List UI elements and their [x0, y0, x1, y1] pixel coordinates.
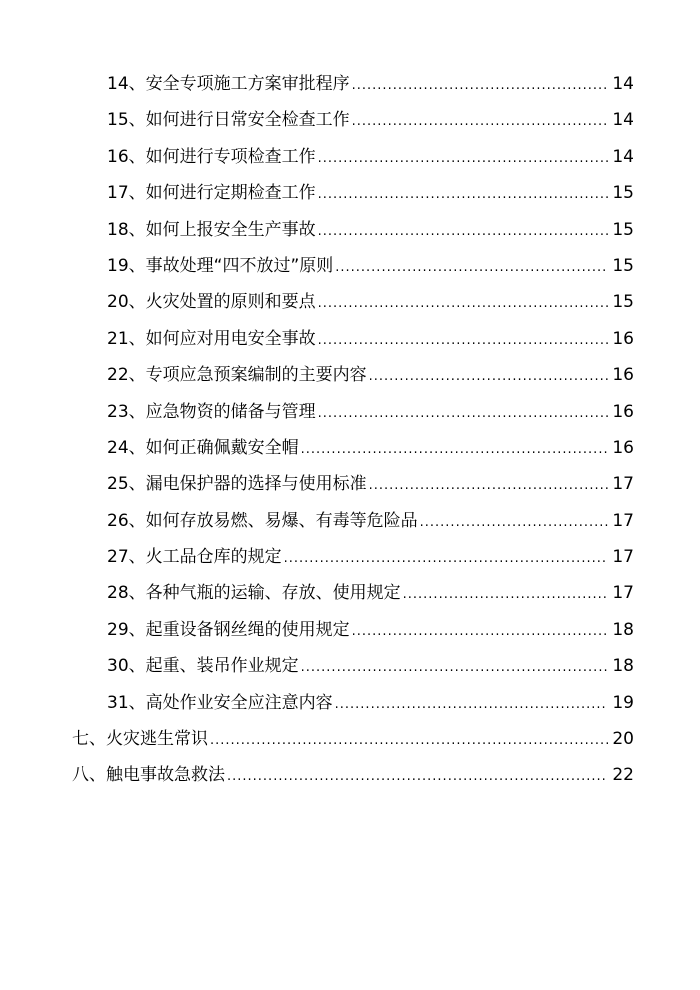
- toc-entry[interactable]: [0, 503, 700, 539]
- toc-page-number: 14: [612, 146, 634, 167]
- toc-page-number: 16: [612, 437, 634, 458]
- toc-dot-leader: [335, 687, 608, 723]
- toc-entry[interactable]: [0, 466, 700, 502]
- toc-dot-leader: [369, 468, 608, 504]
- toc-dot-leader: [301, 650, 608, 686]
- toc-entry-title: 八、触电事故急救法: [72, 765, 225, 786]
- toc-entry[interactable]: [0, 139, 700, 175]
- toc-entry-title: 17、如何进行定期检查工作: [107, 183, 316, 204]
- toc-entry-title: 14、安全专项施工方案审批程序: [107, 74, 350, 94]
- toc-entry[interactable]: [0, 212, 700, 248]
- toc-dot-leader: [352, 614, 608, 650]
- toc-entry[interactable]: [0, 102, 700, 138]
- toc-entry[interactable]: [0, 175, 700, 211]
- toc-entry-title: 16、如何进行专项检查工作: [107, 146, 316, 167]
- toc-entry[interactable]: [0, 757, 700, 793]
- toc-page-number: 15: [612, 219, 634, 240]
- toc-page-number: 14: [612, 74, 634, 94]
- toc-entry[interactable]: [0, 648, 700, 684]
- toc-dot-leader: [318, 214, 608, 250]
- toc-entry[interactable]: [0, 612, 700, 648]
- toc-dot-leader: [318, 396, 608, 432]
- toc-entry-title: 15、如何进行日常安全检查工作: [107, 110, 350, 131]
- toc-dot-leader: [210, 723, 608, 759]
- toc-entry-title: 31、高处作业安全应注意内容: [107, 692, 333, 713]
- toc-page-number: 15: [612, 292, 634, 313]
- toc-page-number: 15: [612, 255, 634, 276]
- toc-entry[interactable]: [0, 539, 700, 575]
- toc-page-number: 16: [612, 365, 634, 386]
- toc-page-number: 14: [612, 110, 634, 131]
- toc-entry-title: 29、起重设备钢丝绳的使用规定: [107, 619, 350, 640]
- toc-dot-leader: [352, 104, 608, 140]
- toc-dot-leader: [352, 68, 608, 104]
- toc-entry[interactable]: [0, 575, 700, 611]
- toc-page-number: 17: [612, 510, 634, 531]
- toc-entry[interactable]: [0, 430, 700, 466]
- toc-page-number: 16: [612, 401, 634, 422]
- toc-dot-leader: [420, 505, 608, 541]
- toc-dot-leader: [403, 577, 608, 613]
- toc-entry-title: 27、火工品仓库的规定: [107, 547, 282, 568]
- toc-entry-title: 22、专项应急预案编制的主要内容: [107, 365, 367, 386]
- toc-page-number: 18: [612, 656, 634, 677]
- toc-page-number: 17: [612, 474, 634, 495]
- toc-entry[interactable]: [0, 357, 700, 393]
- table-of-contents: [0, 66, 700, 794]
- toc-entry-title: 26、如何存放易燃、易爆、有毒等危险品: [107, 510, 418, 531]
- toc-page-number: 17: [612, 547, 634, 568]
- toc-entry-title: 20、火灾处置的原则和要点: [107, 292, 316, 313]
- toc-page-number: 17: [612, 583, 634, 604]
- toc-dot-leader: [335, 250, 608, 286]
- toc-entry-title: 七、火灾逃生常识: [72, 729, 208, 750]
- toc-dot-leader: [284, 541, 608, 577]
- toc-entry[interactable]: [0, 66, 700, 102]
- toc-entry[interactable]: [0, 248, 700, 284]
- toc-entry-title: 24、如何正确佩戴安全帽: [107, 437, 299, 458]
- toc-entry-title: 21、如何应对用电安全事故: [107, 328, 316, 349]
- toc-page-number: 19: [612, 692, 634, 713]
- toc-dot-leader: [369, 359, 608, 395]
- toc-entry[interactable]: [0, 284, 700, 320]
- toc-entry[interactable]: [0, 321, 700, 357]
- toc-dot-leader: [318, 177, 608, 213]
- toc-dot-leader: [318, 323, 608, 359]
- toc-entry-title: 25、漏电保护器的选择与使用标准: [107, 474, 367, 495]
- toc-page-number: 15: [612, 183, 634, 204]
- toc-entry-title: 18、如何上报安全生产事故: [107, 219, 316, 240]
- toc-entry-title: 19、事故处理“四不放过”原则: [107, 255, 334, 276]
- toc-page-number: 16: [612, 328, 634, 349]
- toc-entry-title: 28、各种气瓶的运输、存放、使用规定: [107, 583, 401, 604]
- toc-dot-leader: [301, 432, 608, 468]
- toc-entry-title: 23、应急物资的储备与管理: [107, 401, 316, 422]
- toc-dot-leader: [318, 286, 608, 322]
- toc-entry[interactable]: [0, 721, 700, 757]
- toc-page-number: 18: [612, 619, 634, 640]
- toc-entry[interactable]: [0, 394, 700, 430]
- toc-entry-title: 30、起重、装吊作业规定: [107, 656, 299, 677]
- toc-entry[interactable]: [0, 685, 700, 721]
- toc-dot-leader: [318, 141, 608, 177]
- toc-page-number: 20: [612, 729, 634, 750]
- toc-dot-leader: [227, 759, 608, 795]
- toc-page-number: 22: [612, 765, 634, 786]
